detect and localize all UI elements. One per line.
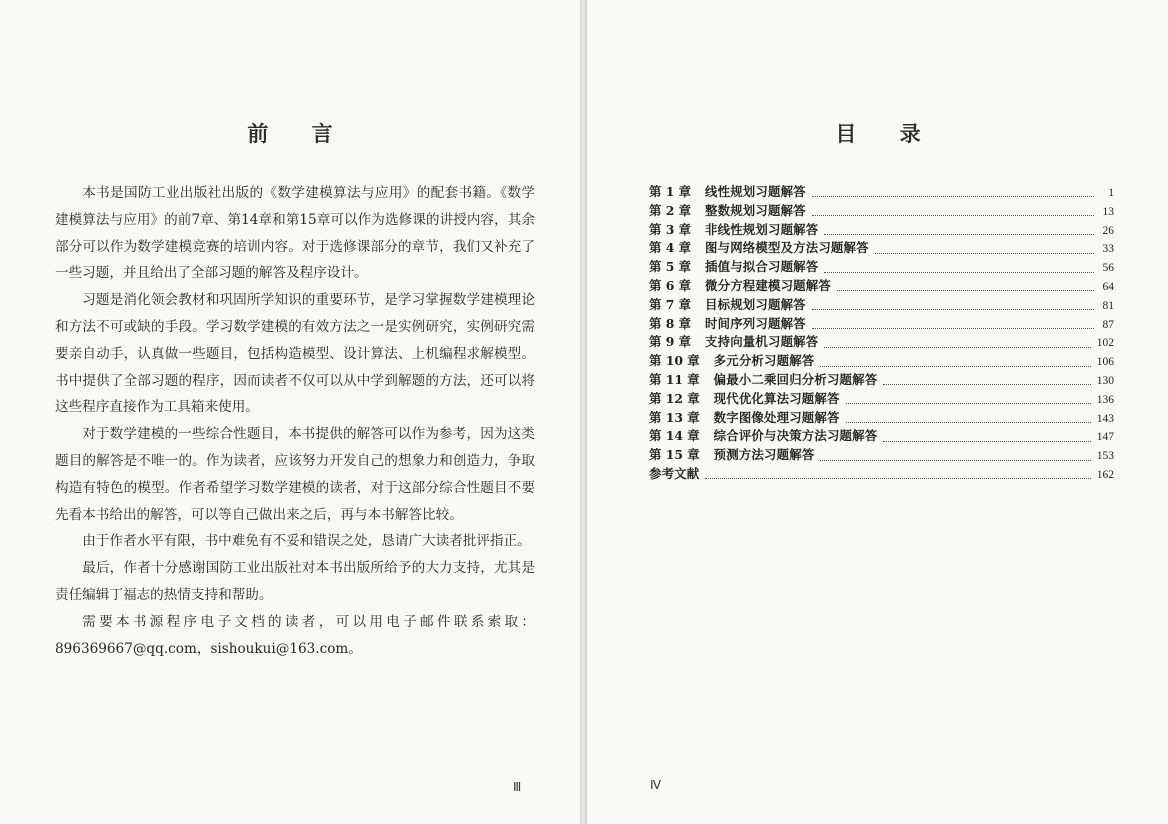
- toc-page-number: 130: [1096, 374, 1114, 387]
- toc-entry[interactable]: [649, 389, 1114, 408]
- toc-chapter: 第 9 章: [649, 334, 692, 350]
- table-of-contents: [649, 182, 1114, 483]
- toc-entry[interactable]: [649, 408, 1114, 427]
- toc-entry[interactable]: [649, 332, 1114, 351]
- toc-entry[interactable]: [649, 238, 1114, 257]
- toc-page-number: 147: [1096, 431, 1114, 444]
- toc-page-number: 87: [1102, 318, 1114, 331]
- toc-entry[interactable]: [649, 445, 1114, 464]
- toc-entry-title: 微分方程建模习题解答: [705, 277, 831, 293]
- toc-chapter: 第 10 章: [649, 353, 700, 369]
- toc-page-number: 153: [1096, 450, 1114, 463]
- toc-entry[interactable]: [649, 201, 1114, 220]
- toc-leader: [846, 394, 1091, 404]
- toc-entry[interactable]: [649, 426, 1114, 445]
- toc-leader: [837, 281, 1094, 291]
- page-number: Ⅳ: [650, 778, 662, 792]
- toc-leader: [846, 413, 1091, 423]
- toc-entry-title: 参考文献: [649, 465, 700, 481]
- toc-chapter: 第 1 章: [649, 184, 692, 199]
- toc-leader: [812, 187, 1094, 197]
- toc-chapter: 第 15 章: [649, 447, 700, 463]
- toc-entry-title: 预测方法习题解答: [713, 447, 815, 463]
- toc-chapter: 第 7 章: [649, 296, 692, 312]
- preface-paragraph: 本书是国防工业出版社出版的《数学建模算法与应用》的配套书籍。《数学建模算法与应用》的前7章、第14章和第15章可以作为选修课的讲授内容，其余部分可以作为数学建模竞赛的培训内容。对于选修课部分的章节，我们又补充了一些习题，并且给出了全部习题的解答及程序设计。: [55, 185, 535, 282]
- toc-leader: [824, 225, 1094, 235]
- toc-page-number: 162: [1096, 468, 1114, 481]
- toc-entry-title: 图与网络模型及方法习题解答: [705, 240, 869, 256]
- toc-chapter: 第 8 章: [649, 315, 692, 331]
- toc-entry-title: 插值与拟合习题解答: [705, 259, 819, 275]
- toc-title: 目 录: [835, 121, 939, 146]
- toc-entry-title: 多元分析习题解答: [713, 353, 815, 369]
- toc-entry[interactable]: [649, 295, 1114, 314]
- preface-title: 前 言: [247, 121, 351, 146]
- preface-paragraph: 对于数学建模的一些综合性题目，本书提供的解答可以作为参考，因为这类题目的解答是不唯一的。作为读者，应该努力开发自己的想象力和创造力，争取构造有特色的模型。作者希望学习数学建模的读者，对于这部分综合性题目不要先看本书给出的解答，可以等自己做出来之后，再与本书解答比较。: [55, 426, 535, 523]
- toc-page-number: 81: [1102, 299, 1114, 312]
- toc-page-number: 13: [1102, 205, 1114, 218]
- preface-page: [0, 0, 580, 824]
- toc-entry-title: 线性规划习题解答: [705, 184, 806, 199]
- toc-leader: [824, 338, 1090, 348]
- toc-entry[interactable]: [649, 257, 1114, 276]
- toc-leader: [812, 319, 1094, 329]
- toc-chapter: 第 5 章: [649, 259, 692, 275]
- toc-chapter: 第 6 章: [649, 277, 692, 293]
- toc-leader: [820, 451, 1090, 461]
- toc-page-number: 26: [1102, 224, 1114, 237]
- toc-page-number: 106: [1096, 356, 1114, 369]
- toc-page: [587, 0, 1168, 824]
- toc-leader: [820, 357, 1090, 367]
- toc-entry-title: 数字图像处理习题解答: [713, 409, 840, 425]
- toc-page-number: 64: [1102, 280, 1114, 293]
- toc-entry-title: 偏最小二乘回归分析习题解答: [713, 371, 878, 387]
- toc-entry[interactable]: [649, 276, 1114, 295]
- preface-paragraph: 需要本书源程序电子文档的读者，可以用电子邮件联系索取：896369667@qq.com，sishoukui@163.com。: [55, 613, 535, 657]
- toc-leader: [812, 206, 1094, 216]
- toc-leader: [824, 263, 1094, 273]
- toc-entry[interactable]: [649, 220, 1114, 239]
- toc-entry[interactable]: [649, 370, 1114, 389]
- toc-entry[interactable]: [649, 314, 1114, 333]
- toc-chapter: 第 2 章: [649, 202, 692, 218]
- toc-page-number: 102: [1096, 337, 1114, 350]
- toc-leader: [883, 375, 1090, 385]
- toc-entry-title: 非线性规划习题解答: [705, 221, 819, 237]
- toc-entry-references[interactable]: [649, 464, 1114, 483]
- toc-chapter: 第 4 章: [649, 240, 692, 256]
- page-number: Ⅲ: [513, 780, 522, 794]
- toc-chapter: 第 14 章: [649, 428, 700, 444]
- toc-entry-title: 目标规划习题解答: [705, 296, 806, 312]
- preface-paragraph: 习题是消化领会教材和巩固所学知识的重要环节，是学习掌握数学建模理论和方法不可或缺的手段。学习数学建模的有效方法之一是实例研究，实例研究需要亲自动手，认真做一些题目，包括构造模型、设计算法、上机编程求解模型。书中提供了全部习题的程序，因而读者不仅可以从中学到解题的方法，还可以将这些程序直接作为工具箱来使用。: [55, 292, 535, 416]
- toc-leader: [883, 432, 1090, 442]
- preface-paragraph: 最后，作者十分感谢国防工业出版社对本书出版所给予的大力支持，尤其是责任编辑丁福志的热情支持和帮助。: [55, 560, 535, 603]
- toc-leader: [812, 300, 1094, 310]
- toc-leader: [705, 469, 1090, 479]
- toc-page-number: 143: [1096, 412, 1114, 425]
- toc-chapter: 第 3 章: [649, 221, 692, 237]
- toc-page-number: 56: [1102, 262, 1114, 275]
- toc-entry-title: 现代优化算法习题解答: [713, 390, 840, 406]
- toc-entry-title: 支持向量机习题解答: [705, 334, 819, 350]
- preface-body: [55, 180, 535, 662]
- toc-chapter: 第 13 章: [649, 409, 700, 425]
- toc-entry-title: 时间序列习题解答: [705, 315, 806, 331]
- toc-page-number: 33: [1102, 243, 1114, 256]
- toc-leader: [875, 244, 1094, 254]
- preface-paragraph: 由于作者水平有限，书中难免有不妥和错误之处，恳请广大读者批评指正。: [82, 533, 531, 550]
- toc-page-number: 1: [1108, 187, 1114, 199]
- toc-page-number: 136: [1096, 393, 1114, 406]
- toc-entry-title: 整数规划习题解答: [705, 202, 806, 218]
- book-gutter: [580, 0, 587, 824]
- toc-entry-title: 综合评价与决策方法习题解答: [713, 428, 878, 444]
- toc-chapter: 第 11 章: [649, 371, 700, 387]
- toc-chapter: 第 12 章: [649, 390, 700, 406]
- toc-entry[interactable]: [649, 351, 1114, 370]
- toc-entry[interactable]: [649, 182, 1114, 201]
